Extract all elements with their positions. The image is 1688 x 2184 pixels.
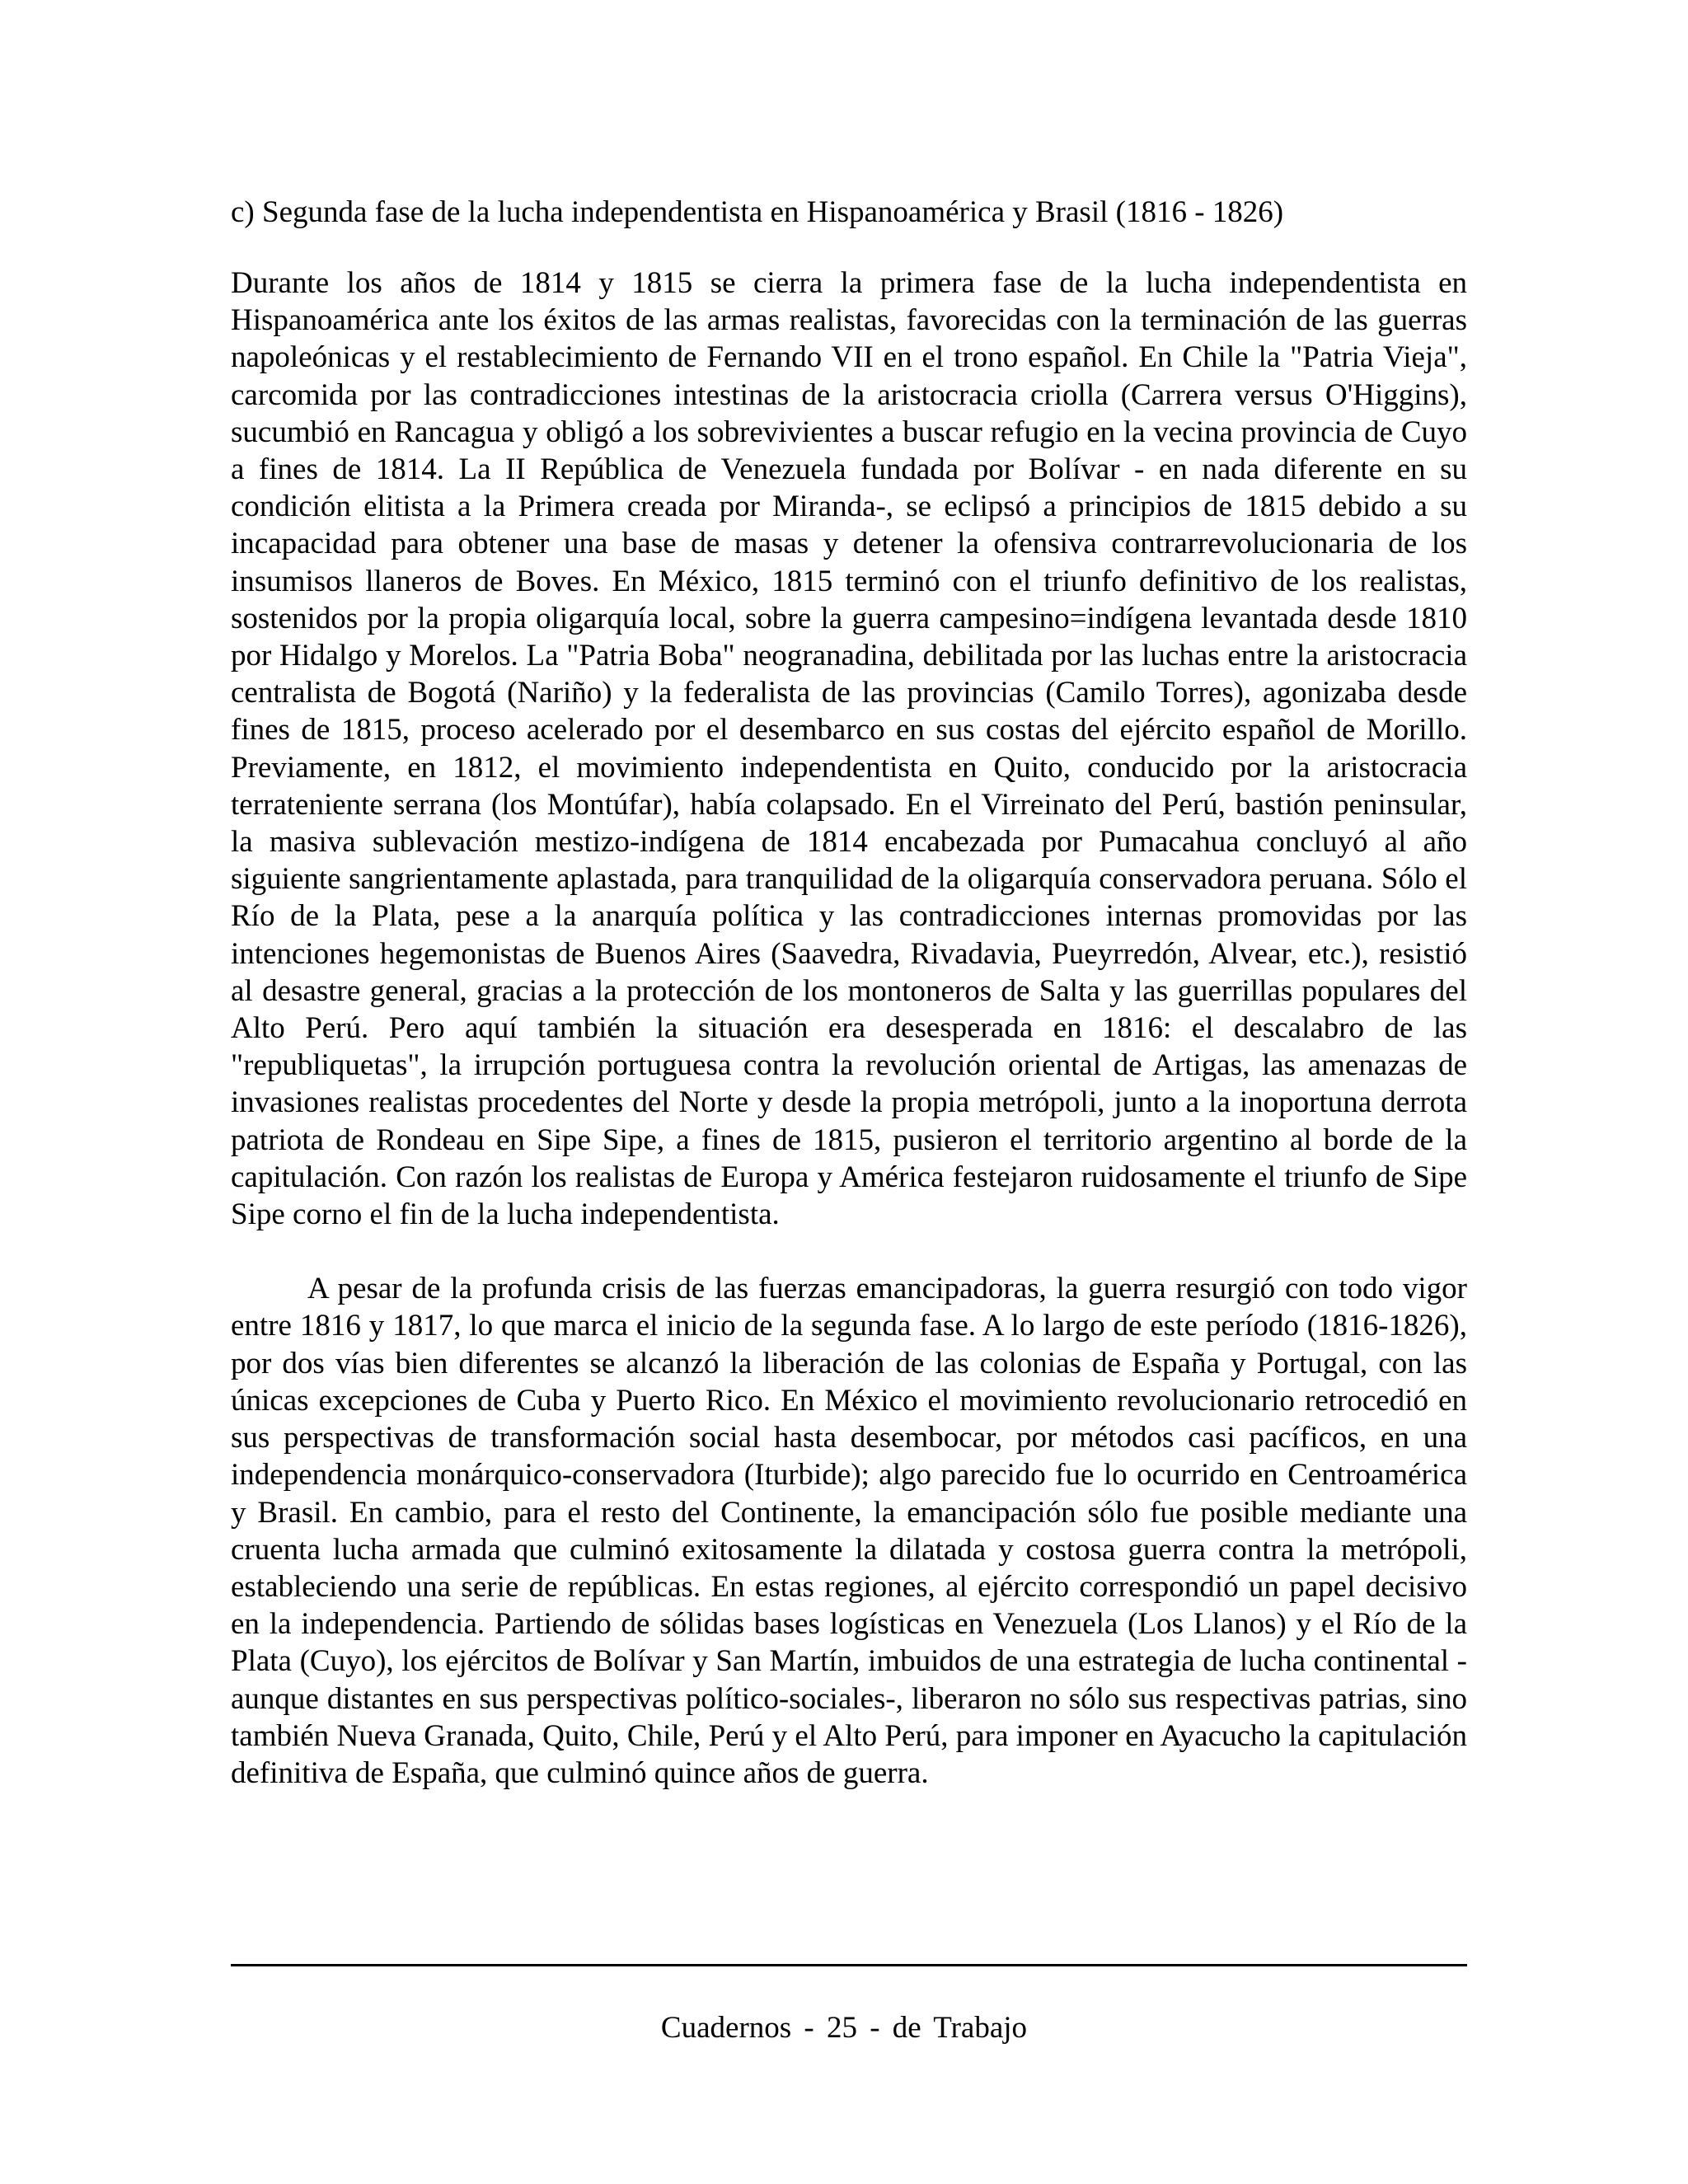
document-body — [231, 194, 1467, 1792]
body-paragraph: Durante los años de 1814 y 1815 se cierra la primera fase de la lucha independentista en Hispanoamérica ante los éxitos de las armas realistas, favorecidas con la terminación de las guerras napoleónicas y el restablecimiento de Fernando VII en el trono español. En Chile la "Patria Vieja", carcomida por las contradicciones intestinas de la aristocracia criolla (Carrera versus O'Higgins), sucumbió en Rancagua y obligó a los sobrevivientes a buscar refugio en la vecina provincia de Cuyo a fines de 1814. La II República de Venezuela fundada por Bolívar - en nada diferente en su condición elitista a la Primera creada por Miranda-, se eclipsó a principios de 1815 debido a su incapacidad para obtener una base de masas y detener la ofensiva contrarrevolucionaria de los insumisos llaneros de Boves. En México, 1815 terminó con el triunfo definitivo de los realistas, sostenidos por la propia oligarquía local, sobre la guerra campesino=indígena levantada desde 1810 por Hidalgo y Morelos. La "Patria Boba" neogranadina, debilitada por las luchas entre la aristocracia centralista de Bogotá (Nariño) y la federalista de las provincias (Camilo Torres), agonizaba desde fines de 1815, proceso acelerado por el desembarco en sus costas del ejército español de Morillo. Previamente, en 1812, el movimiento independentista en Quito, conducido por la aristocracia terrateniente serrana (los Montúfar), había colapsado. En el Virreinato del Perú, bastión peninsular, la masiva sublevación mestizo-indígena de 1814 encabezada por Pumacahua concluyó al año siguiente sangrientamente aplastada, para tranquilidad de la oligarquía conservadora peruana. Sólo el Río de la Plata, pese a la anarquía política y las contradicciones internas promovidas por las intenciones hegemonistas de Buenos Aires (Saavedra, Rivadavia, Pueyrredón, Alvear, etc.), resistió al desastre general, gracias a la protección de los montoneros de Salta y las guerrillas populares del Alto Perú. Pero aquí también la situación era desesperada en 1816: el descalabro de las "republiquetas", la irrupción portuguesa contra la revolución oriental de Artigas, las amenazas de invasiones realistas procedentes del Norte y desde la propia metrópoli, junto a la inoportuna derrota patriota de Rondeau en Sipe Sipe, a fines de 1815, pusieron el territorio argentino al borde de la capitulación. Con razón los realistas de Europa y América festejaron ruidosamente el triunfo de Sipe Sipe corno el fin de la lucha independentista. — [231, 266, 1467, 1232]
page-footer: Cuadernos - 25 - de Trabajo — [660, 2011, 1028, 2045]
section-heading: c) Segunda fase de la lucha independentista en Hispanoamérica y Brasil (1816 - 1826) — [231, 195, 1284, 229]
footer-divider — [231, 1964, 1467, 1966]
body-paragraph: A pesar de la profunda crisis de las fuerzas emancipadoras, la guerra resurgió con todo vigor entre 1816 y 1817, lo que marca el inicio de la segunda fase. A lo largo de este período (1816-1826), por dos vías bien diferentes se alcanzó la liberación de las colonias de España y Portugal, con las únicas excepciones de Cuba y Puerto Rico. En México el movimiento revolucionario retrocedió en sus perspectivas de transformación social hasta desembocar, por métodos casi pacíficos, en una independencia monárquico-conservadora (Iturbide); algo parecido fue lo ocurrido en Centroamérica y Brasil. En cambio, para el resto del Continente, la emancipación sólo fue posible mediante una cruenta lucha armada que culminó exitosamente la dilatada y costosa guerra contra la metrópoli, estableciendo una serie de repúblicas. En estas regiones, al ejército correspondió un papel decisivo en la independencia. Partiendo de sólidas bases logísticas en Venezuela (Los Llanos) y el Río de la Plata (Cuyo), los ejércitos de Bolívar y San Martín, imbuidos de una estrategia de lucha continental -aunque distantes en sus perspectivas político-sociales-, liberaron no sólo sus respectivas patrias, sino también Nueva Granada, Quito, Chile, Perú y el Alto Perú, para imponer en Ayacucho la capitulación definitiva de España, que culminó quince años de guerra. — [231, 1272, 1467, 1790]
